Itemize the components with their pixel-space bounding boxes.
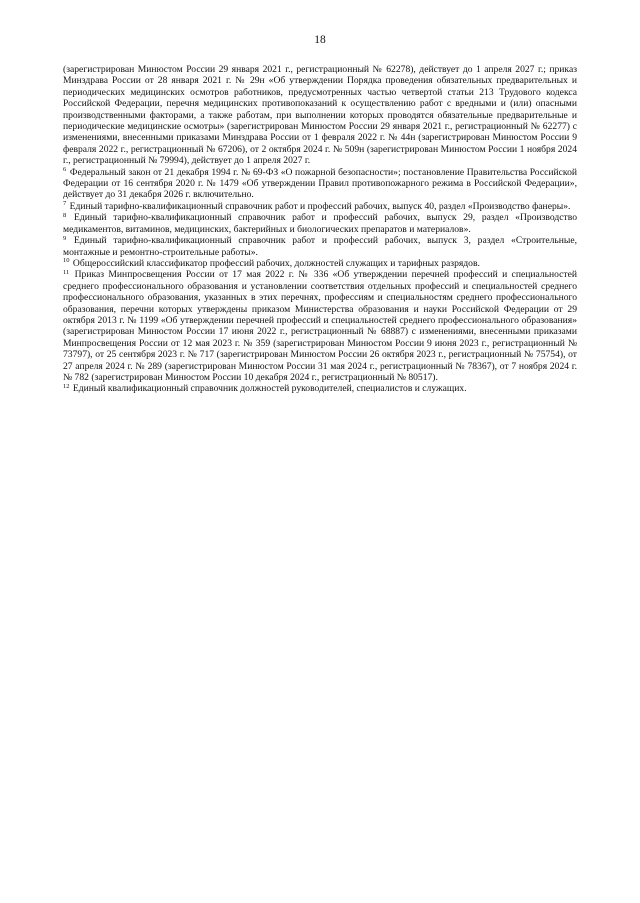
- footnote-marker: 7: [63, 200, 67, 208]
- footnote-text: Общероссийский классификатор профессий рабочих, должностей служащих и тарифных разрядов.: [72, 257, 480, 269]
- footnote-7: [63, 201, 577, 212]
- footnote-text: Единый квалификационный справочник должностей руководителей, специалистов и служащих.: [72, 383, 467, 395]
- footnote-5-continuation: [63, 64, 577, 167]
- footnote-8: [63, 212, 577, 235]
- footnote-text: Единый тарифно-квалификационный справочник работ и профессий рабочих, выпуск 40, раздел «Производство фанеры».: [69, 200, 571, 212]
- footnote-text: (зарегистрирован Минюстом России 29 января 2021 г., регистрационный № 62278), действует до 1 апреля 2027 г.; приказ Минздрава России от 28 января 2021 г. № 29н «Об утверждении Порядка проведения обязательных предварительных и периодических медицинских осмотров работников, предусмотренных частью четвертой статьи 213 Трудового кодекса Российской Федерации, перечня медицинских противопоказаний к осуществлению работ с вредными и (или) опасными производственными факторами, а также работам, при выполнении которых проводятся обязательные предварительные и периодические медицинские осмотры» (зарегистрирован Минюстом России 29 января 2021 г., регистрационный № 62277) с изменениями, внесенными приказами Минздрава России от 1 февраля 2022 г. № 44н (зарегистрирован Минюстом России 9 февраля 2022 г., регистрационный № 67206), от 2 октября 2024 г. № 509н (зарегистрирован Минюстом России 1 ноября 2024 г., регистрационный № 79994), действует до 1 апреля 2027 г.: [63, 64, 577, 167]
- footnote-9: [63, 235, 577, 258]
- footnote-10: [63, 258, 577, 269]
- footnote-text: Приказ Минпросвещения России от 17 мая 2022 г. № 336 «Об утверждении перечней профессий и специальностей среднего профессионального образования и установлении соответствия отдельных профессий и специальностей среднего профессионального образования, указанных в этих перечнях, профессиям и специальностям среднего профессионального образования, перечни которых утверждены приказом Министерства образования и науки Российской Федерации от 29 октября 2013 г. № 1199 «Об утверждении перечней профессий и специальностей среднего профессионального образования» (зарегистрирован Минюстом России 17 июня 2022 г., регистрационный № 68887) с изменениями, внесенными приказами Минпросвещения России от 12 мая 2023 г. № 359 (зарегистрирован Минюстом России 9 июня 2023 г., регистрационный № 73797), от 25 сентября 2023 г. № 717 (зарегистрирован Минюстом России 26 октября 2023 г., регистрационный № 75754), от 27 апреля 2024 г. № 289 (зарегистрирован Минюстом России 31 мая 2024 г., регистрационный № 78367), от 7 ноября 2024 г. № 782 (зарегистрирован Минюстом России 10 декабря 2024 г., регистрационный № 80517).: [63, 269, 577, 383]
- footnote-marker: 10: [63, 257, 70, 265]
- footnote-marker: 8: [63, 211, 67, 219]
- footnote-6: [63, 167, 577, 201]
- page-number: 18: [314, 34, 326, 46]
- footnote-text: Единый тарифно-квалификационный справочник работ и профессий рабочих, выпуск 29, раздел «Производство медикаментов, витаминов, медицинских, бактерийных и биологических препаратов и материалов».: [63, 212, 577, 235]
- footnote-12: [63, 383, 577, 394]
- footnote-text: Федеральный закон от 21 декабря 1994 г. № 69-ФЗ «О пожарной безопасности»; постановление Правительства Российской Федерации от 16 сентября 2020 г. № 1479 «Об утверждении Правил противопожарного режима в Российской Федерации», действует до 31 декабря 2026 г. включительно.: [63, 166, 577, 201]
- footnotes: [63, 64, 577, 395]
- footnote-marker: 6: [63, 166, 67, 174]
- footnote-11: [63, 269, 577, 383]
- footnote-text: Единый тарифно-квалификационный справочник работ и профессий рабочих, выпуск 3, раздел «Строительные, монтажные и ремонтно-строительные работы».: [63, 235, 577, 258]
- footnote-marker: 12: [63, 382, 70, 390]
- footnote-marker: 9: [63, 234, 67, 242]
- footnote-marker: 11: [63, 268, 70, 276]
